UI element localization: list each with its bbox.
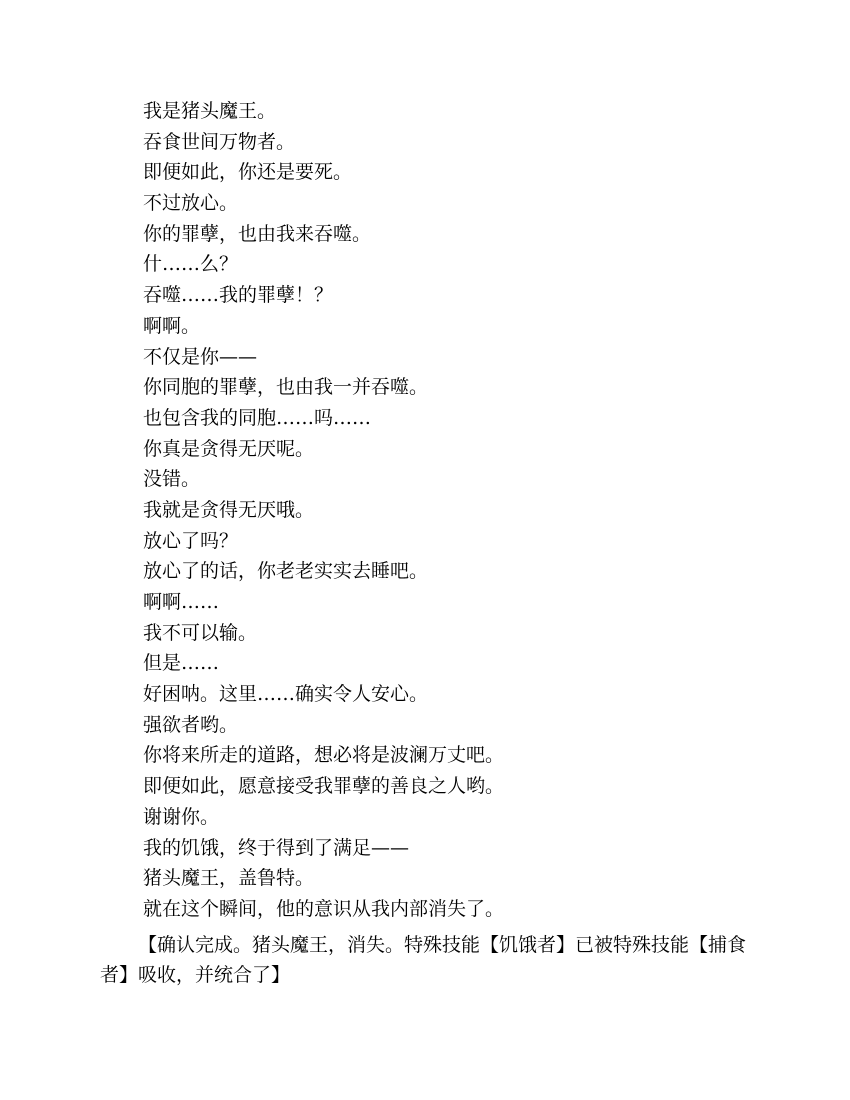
dialogue-line: 即便如此，你还是要死。: [143, 161, 353, 184]
dialogue-line: 你真是贪得无厌呢。: [143, 437, 315, 460]
dialogue-line: 放心了的话，你老老实实去睡吧。: [143, 560, 429, 583]
dialogue-line: 放心了吗？: [143, 529, 239, 552]
dialogue-line: 啊啊。: [143, 314, 201, 337]
dialogue-lines: [143, 96, 504, 925]
dialogue-line: 就在这个瞬间，他的意识从我内部消失了。: [143, 897, 505, 920]
dialogue-line: 我不可以输。: [143, 621, 258, 644]
dialogue-line: 好困呐。这里……确实令人安心。: [143, 683, 429, 706]
dialogue-line: 我就是贪得无厌哦。: [143, 498, 315, 521]
dialogue-line: 即便如此，愿意接受我罪孽的善良之人哟。: [143, 775, 505, 798]
dialogue-line: 不仅是你——: [143, 345, 258, 368]
dialogue-line: 我的饥饿，终于得到了满足——: [143, 836, 410, 859]
dialogue-line: 吞食世间万物者。: [143, 130, 296, 153]
dialogue-line: 谢谢你。: [143, 805, 220, 828]
dialogue-line: 没错。: [143, 468, 201, 491]
dialogue-line: 什……么？: [143, 253, 239, 276]
dialogue-line: 猪头魔王，盖鲁特。: [143, 867, 315, 890]
dialogue-line: 啊啊……: [143, 591, 220, 613]
system-message-paragraph: 【确认完成。猪头魔王，消失。特殊技能【饥饿者】已被特殊技能【捕食者】吸收，并统合了】: [100, 934, 747, 986]
dialogue-line: 你将来所走的道路，想必将是波澜万丈吧。: [143, 744, 505, 767]
dialogue-line: 强欲者哟。: [143, 713, 239, 736]
dialogue-line: 你同胞的罪孽，也由我一并吞噬。: [143, 376, 429, 399]
dialogue-line: 但是……: [143, 652, 220, 675]
dialogue-line: 吞噬……我的罪孽！？: [143, 284, 334, 307]
dialogue-line: 你的罪孽，也由我来吞噬。: [143, 222, 372, 245]
dialogue-line: 我是猪头魔王。: [143, 100, 277, 122]
dialogue-line: 也包含我的同胞……吗……: [143, 406, 372, 429]
dialogue-line: 不过放心。: [143, 192, 239, 215]
